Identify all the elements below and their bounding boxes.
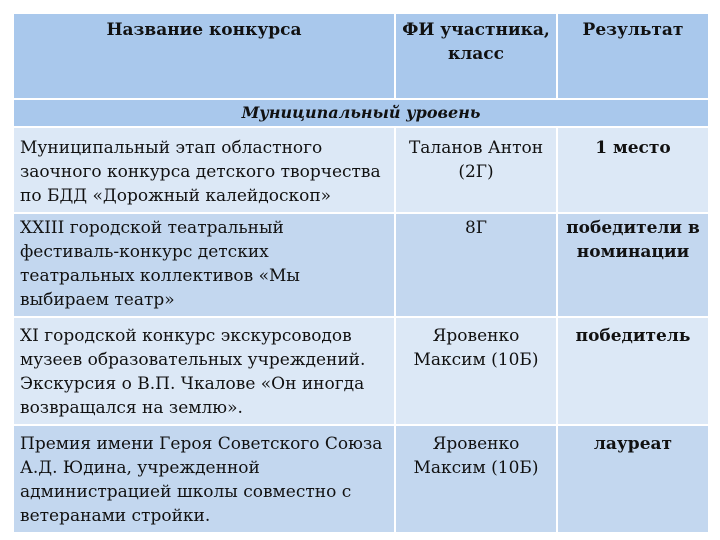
result-cell: победители в номинации bbox=[557, 213, 709, 317]
header-competition-name: Название конкурса bbox=[13, 13, 395, 99]
result-cell: 1 место bbox=[557, 127, 709, 213]
competition-results-slide bbox=[12, 12, 708, 534]
competition-name-cell: Премия имени Героя Советского Союза А.Д. Юдина, учрежденной администрацией школы совместно с ветеранами стройки. bbox=[13, 425, 395, 533]
section-row bbox=[13, 99, 709, 127]
participant-cell: 8Г bbox=[395, 213, 557, 317]
competition-name-cell: Муниципальный этап областного заочного конкурса детского творчества по БДД «Дорожный калейдоскоп» bbox=[13, 127, 395, 213]
results-table bbox=[12, 12, 710, 534]
table-row bbox=[13, 425, 709, 533]
table-row bbox=[13, 317, 709, 425]
header-result: Результат bbox=[557, 13, 709, 99]
table-header-row bbox=[13, 13, 709, 99]
table-row bbox=[13, 213, 709, 317]
header-participant: ФИ участника, класс bbox=[395, 13, 557, 99]
participant-cell: Яровенко Максим (10Б) bbox=[395, 425, 557, 533]
competition-name-cell: XXIII городской театральный фестиваль-конкурс детских театральных коллективов «Мы выбираем театр» bbox=[13, 213, 395, 317]
participant-cell: Яровенко Максим (10Б) bbox=[395, 317, 557, 425]
table-row bbox=[13, 127, 709, 213]
participant-cell: Таланов Антон (2Г) bbox=[395, 127, 557, 213]
competition-name-cell: XI городской конкурс экскурсоводов музеев образовательных учреждений. Экскурсия о В.П. Чкалове «Он иногда возвращался на землю». bbox=[13, 317, 395, 425]
result-cell: победитель bbox=[557, 317, 709, 425]
result-cell: лауреат bbox=[557, 425, 709, 533]
section-label: Муниципальный уровень bbox=[13, 99, 709, 127]
